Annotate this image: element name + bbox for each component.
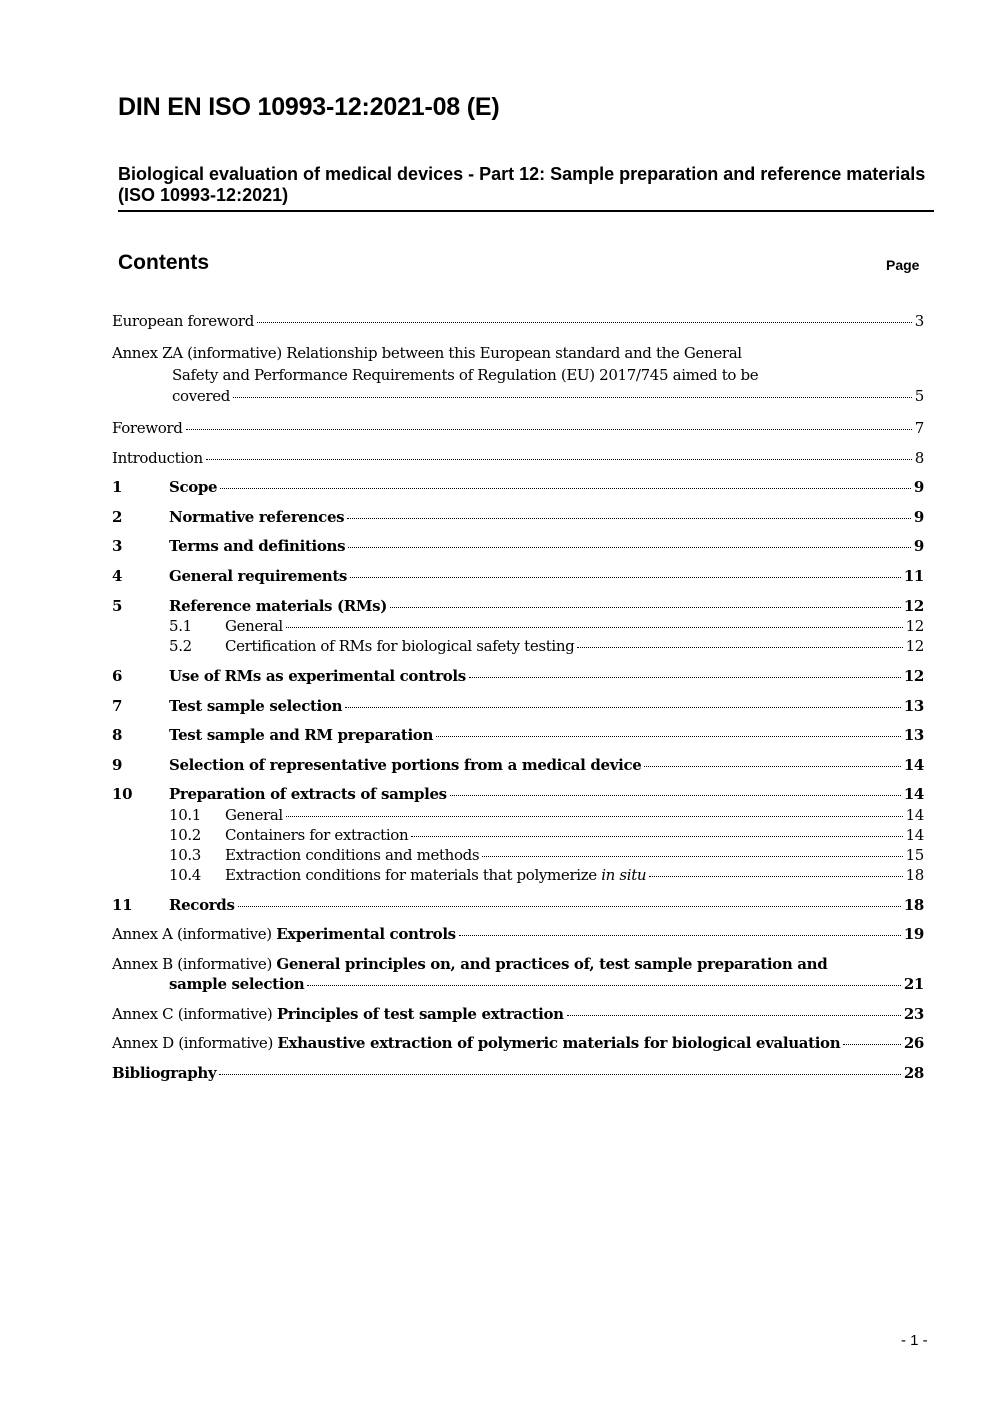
- toc-entry-records[interactable]: [112, 895, 924, 916]
- toc-entry-bibliography[interactable]: [112, 1063, 924, 1084]
- page-column-label: Page: [886, 257, 920, 273]
- toc-page-number: 28: [903, 1064, 924, 1082]
- toc-leader-dots: [347, 518, 911, 519]
- toc-entry-label-italic: in situ: [601, 866, 647, 884]
- toc-section-number: 5.2: [169, 637, 192, 655]
- toc-entry-introduction[interactable]: [112, 448, 924, 469]
- toc-leader-dots: [350, 577, 901, 578]
- toc-page-number: 3: [914, 312, 924, 330]
- toc-entry-label: Test sample and RM preparation: [169, 726, 433, 744]
- toc-leader-dots: [286, 627, 903, 628]
- toc-entry-10-1-general[interactable]: [169, 805, 924, 825]
- toc-leader-dots: [567, 1015, 901, 1016]
- toc-page-number: 18: [903, 896, 924, 914]
- toc-annex-prefix: Annex A (informative): [112, 925, 277, 943]
- toc-entry-label: Exhaustive extraction of polymeric materials for biological evaluation: [277, 1034, 841, 1052]
- toc-page-number: 9: [913, 478, 924, 496]
- toc-entry-label: General: [225, 806, 283, 824]
- toc-entry-label: [225, 865, 646, 885]
- toc-page-number: 19: [903, 925, 924, 943]
- toc-section-number: 2: [112, 508, 123, 526]
- toc-entry-5-2-certification[interactable]: [169, 636, 924, 656]
- toc-entry-annex-b-line1[interactable]: [112, 954, 827, 975]
- toc-leader-dots: [469, 677, 901, 678]
- document-title: Biological evaluation of medical devices - Part 12: Sample preparation and reference materials (ISO 10993-12:2021): [118, 164, 926, 205]
- toc-entry-label: Extraction conditions and methods: [225, 846, 480, 864]
- toc-entry-label: Records: [169, 896, 235, 914]
- toc-entry-5-1-general[interactable]: [169, 616, 924, 636]
- toc-section-number: 7: [112, 697, 123, 715]
- toc-leader-dots: [348, 547, 911, 548]
- toc-entry-preparation-of-extracts[interactable]: [112, 784, 924, 805]
- toc-entry-label: Terms and definitions: [169, 537, 346, 555]
- toc-page-number: 7: [914, 419, 924, 437]
- toc-page-number: 14: [905, 826, 924, 844]
- contents-heading: Contents: [118, 251, 209, 274]
- toc-entry-annex-c[interactable]: [112, 1004, 924, 1025]
- toc-entry-label: Certification of RMs for biological safety testing: [225, 637, 575, 655]
- toc-page-number: 14: [905, 806, 924, 824]
- toc-entry-representative-portions[interactable]: [112, 755, 924, 776]
- toc-entry-european-foreword[interactable]: [112, 311, 924, 332]
- toc-entry-label: Annex ZA (informative) Relationship between this European standard and the General: [112, 344, 742, 362]
- toc-leader-dots: [450, 795, 901, 796]
- toc-leader-dots: [238, 906, 901, 907]
- toc-page-number: 11: [903, 567, 924, 585]
- toc-entry-annex-b-line2[interactable]: [169, 974, 924, 995]
- toc-page-number: 14: [903, 785, 924, 803]
- toc-entry-label: Preparation of extracts of samples: [169, 785, 447, 803]
- toc-entry-label: European foreword: [112, 312, 254, 330]
- toc-leader-dots: [345, 707, 901, 708]
- toc-entry-label: Bibliography: [112, 1064, 217, 1082]
- toc-entry-label: Containers for extraction: [225, 826, 409, 844]
- toc-entry-label: Reference materials (RMs): [169, 597, 387, 615]
- toc-entry-label: Use of RMs as experimental controls: [169, 667, 466, 685]
- toc-leader-dots: [411, 836, 902, 837]
- toc-page-number: 26: [903, 1034, 924, 1052]
- toc-annex-prefix: Annex B (informative): [112, 955, 277, 973]
- toc-leader-dots: [649, 876, 902, 877]
- toc-entry-annex-a[interactable]: [112, 924, 924, 945]
- toc-page-number: 12: [903, 597, 924, 615]
- toc-leader-dots: [206, 459, 912, 460]
- toc-leader-dots: [843, 1044, 901, 1045]
- toc-leader-dots: [220, 488, 911, 489]
- toc-entry-label: Selection of representative portions from a medical device: [169, 756, 642, 774]
- toc-section-number: 3: [112, 537, 123, 555]
- toc-entry-label: Experimental controls: [276, 925, 456, 943]
- toc-page-number: 13: [903, 726, 924, 744]
- toc-entry-10-3-extraction-conditions[interactable]: [169, 845, 924, 865]
- toc-page-number: 12: [903, 667, 924, 685]
- toc-section-number: 10.2: [169, 826, 201, 844]
- toc-leader-dots: [390, 607, 901, 608]
- toc-leader-dots: [257, 322, 912, 323]
- toc-leader-dots: [644, 766, 900, 767]
- toc-page-number: 15: [905, 846, 924, 864]
- toc-section-number: 10.1: [169, 806, 201, 824]
- toc-page-number: 9: [913, 537, 924, 555]
- toc-entry-label-main: Extraction conditions for materials that polymerize: [225, 866, 602, 884]
- toc-section-number: 5: [112, 597, 123, 615]
- toc-section-number: 11: [112, 896, 133, 914]
- toc-page-number: 5: [914, 387, 924, 405]
- toc-entry-reference-materials[interactable]: [112, 596, 924, 617]
- toc-page-number: 12: [905, 617, 924, 635]
- toc-annex-prefix: Annex C (informative): [112, 1005, 277, 1023]
- toc-section-number: 10: [112, 785, 133, 803]
- toc-page-number: 14: [903, 756, 924, 774]
- toc-annex-prefix: Annex D (informative): [112, 1034, 278, 1052]
- toc-entry-label: General requirements: [169, 567, 348, 585]
- toc-entry-label: covered: [172, 387, 230, 405]
- toc-leader-dots: [219, 1074, 901, 1075]
- toc-entry-annex-d[interactable]: [112, 1033, 924, 1054]
- toc-entry-label: Scope: [169, 478, 218, 496]
- document-code: DIN EN ISO 10993-12:2021-08 (E): [118, 93, 500, 121]
- toc-leader-dots: [233, 397, 912, 398]
- toc-entry-annex-za-line1[interactable]: [112, 343, 742, 364]
- toc-entry-label: Safety and Performance Requirements of Regulation (EU) 2017/745 aimed to be: [172, 366, 759, 384]
- toc-section-number: 10.4: [169, 866, 201, 884]
- toc-page-number: 13: [903, 697, 924, 715]
- toc-entry-general-requirements[interactable]: [112, 566, 924, 587]
- toc-page-number: 8: [914, 449, 924, 467]
- toc-entry-10-2-containers[interactable]: [169, 825, 924, 845]
- toc-section-number: 8: [112, 726, 123, 744]
- toc-leader-dots: [286, 816, 903, 817]
- toc-entry-label: sample selection: [169, 975, 305, 993]
- toc-entry-label: Principles of test sample extraction: [276, 1005, 564, 1023]
- toc-section-number: 6: [112, 667, 123, 685]
- toc-entry-test-sample-rm-preparation[interactable]: [112, 725, 924, 746]
- toc-entry-terms-definitions[interactable]: [112, 536, 924, 557]
- toc-entry-label: Foreword: [112, 419, 183, 437]
- toc-entry-label: General principles on, and practices of, test sample preparation and: [276, 955, 828, 973]
- toc-leader-dots: [307, 985, 901, 986]
- toc-section-number: 4: [112, 567, 123, 585]
- toc-leader-dots: [577, 647, 902, 648]
- title-underline: [118, 210, 934, 212]
- toc-page-number: 12: [905, 637, 924, 655]
- toc-leader-dots: [482, 856, 902, 857]
- toc-page-number: 18: [905, 866, 924, 884]
- toc-entry-label: Test sample selection: [169, 697, 343, 715]
- toc-leader-dots: [436, 736, 901, 737]
- toc-entry-label: Normative references: [169, 508, 345, 526]
- toc-entry-normative-references[interactable]: [112, 507, 924, 528]
- toc-section-number: 10.3: [169, 846, 201, 864]
- toc-entry-annex-za-line2[interactable]: [172, 365, 758, 386]
- toc-entry-annex-za-line3[interactable]: [172, 386, 924, 407]
- toc-section-number: 5.1: [169, 617, 192, 635]
- toc-entry-test-sample-selection[interactable]: [112, 696, 924, 717]
- toc-page-number: 9: [913, 508, 924, 526]
- toc-entry-10-4-polymerize-in-situ[interactable]: [169, 865, 924, 885]
- toc-leader-dots: [459, 935, 901, 936]
- toc-entry-use-of-rms[interactable]: [112, 666, 924, 687]
- toc-entry-scope[interactable]: [112, 477, 924, 498]
- toc-section-number: 1: [112, 478, 123, 496]
- toc-leader-dots: [186, 429, 912, 430]
- footer-page-number: - 1 -: [901, 1332, 928, 1349]
- toc-page-number: 23: [903, 1005, 924, 1023]
- toc-entry-foreword[interactable]: [112, 418, 924, 439]
- toc-section-number: 9: [112, 756, 123, 774]
- toc-entry-label: Introduction: [112, 449, 203, 467]
- toc-page-number: 21: [903, 975, 924, 993]
- toc-entry-label: General: [225, 617, 283, 635]
